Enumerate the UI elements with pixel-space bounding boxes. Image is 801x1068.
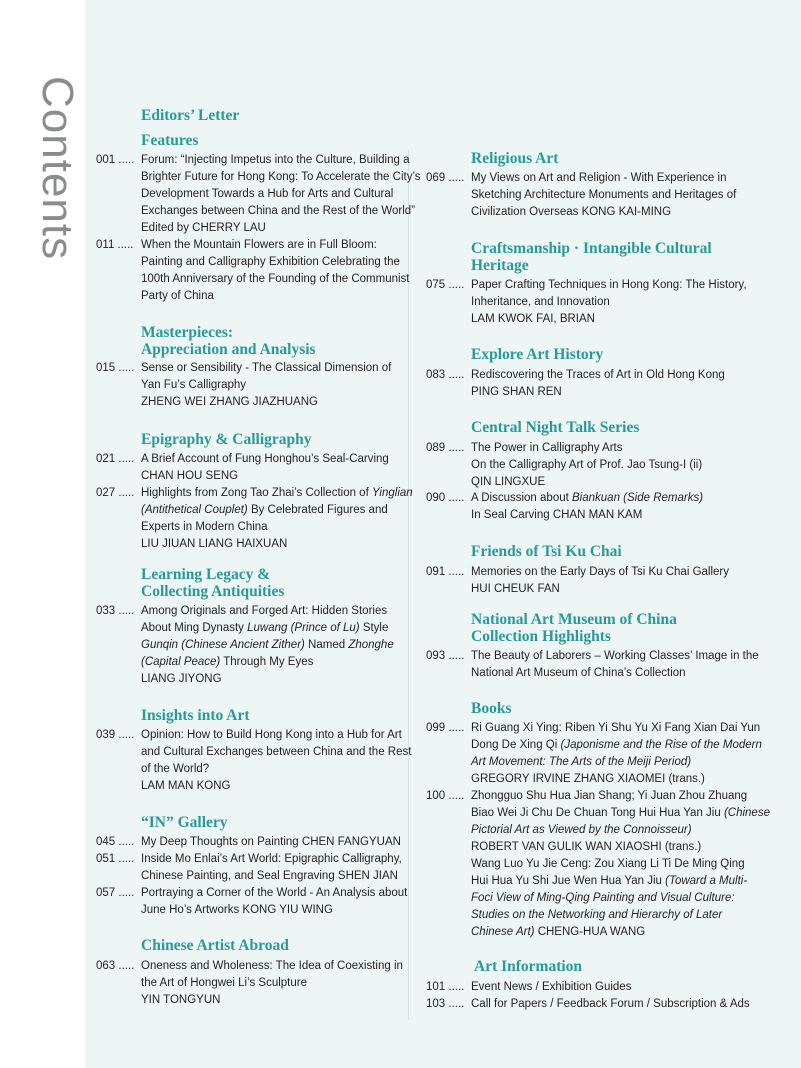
entry-author: ROBERT VAN GULIK WAN XIAOSHI (trans.) bbox=[471, 841, 702, 853]
entry-author: Edited by CHERRY LAU bbox=[141, 222, 266, 234]
entry-line bbox=[471, 754, 762, 771]
entry-line: When the Mountain Flowers are in Full Bloom: bbox=[141, 239, 377, 251]
entry-line: Among Originals and Forged Art: Hidden Stories bbox=[141, 605, 388, 617]
section-central-night-talk: Central Night Talk Series bbox=[471, 419, 640, 436]
page-number: 093 ..... bbox=[426, 650, 465, 662]
page-number: 069 ..... bbox=[426, 172, 465, 184]
entry-italic-text: (Toward a Multi- bbox=[665, 875, 748, 887]
entry-italic-text: Biankuan (Side Remarks) bbox=[572, 492, 704, 504]
page-number: 021 ..... bbox=[96, 453, 135, 465]
entry-text: Biao Wei Ji Chu De Chuan Tong Hui Hua Yan Jiu bbox=[471, 807, 724, 819]
entry-line: the Art of Hongwei Li’s Sculpture bbox=[141, 977, 307, 989]
entry-line: Inside Mo Enlai’s Art World: Epigraphic Calligraphy, bbox=[141, 853, 402, 865]
entry-text: Highlights from Zong Tao Zhai’s Collection of bbox=[141, 487, 372, 499]
entry-line: Memories on the Early Days of Tsi Ku Chai Gallery bbox=[471, 566, 729, 578]
section-heading-line: Masterpieces: bbox=[141, 324, 234, 341]
entry-line: Civilization Overseas KONG KAI-MING bbox=[471, 206, 672, 218]
entry-italic-text: (Antithetical Couplet) bbox=[141, 504, 248, 516]
entry-line: On the Calligraphy Art of Prof. Jao Tsung-I (ii) bbox=[471, 459, 703, 471]
page-number: 101 ..... bbox=[426, 981, 465, 993]
entry-line: The Power in Calligraphy Arts bbox=[471, 442, 623, 454]
entry-line: Rediscovering the Traces of Art in Old Hong Kong bbox=[471, 369, 725, 381]
section-heading-line: Heritage bbox=[471, 257, 529, 274]
page-number: 057 ..... bbox=[96, 887, 135, 899]
entry-line bbox=[141, 654, 394, 671]
entry-line: Call for Papers / Feedback Forum / Subscription & Ads bbox=[471, 998, 750, 1010]
section-heading-line: Craftsmanship · Intangible Cultural bbox=[471, 240, 712, 257]
entry-author: QIN LINGXUE bbox=[471, 476, 546, 488]
page-number: 033 ..... bbox=[96, 605, 135, 617]
entry-author: LIANG JIYONG bbox=[141, 673, 222, 685]
entry-line: and Cultural Exchanges between China and the Rest bbox=[141, 746, 412, 758]
entry-line bbox=[471, 737, 762, 754]
section-heading-line: Collection Highlights bbox=[471, 628, 611, 645]
entry-italic-text: Studies on the Networking and Hierarchy of Later bbox=[471, 909, 723, 921]
entry-line: June Ho’s Artworks KONG YIU WING bbox=[141, 904, 333, 916]
page-number: 011 ..... bbox=[96, 239, 134, 251]
entry-line bbox=[471, 890, 770, 907]
entry-author: GREGORY IRVINE ZHANG XIAOMEI (trans.) bbox=[471, 773, 705, 785]
page-number: 090 ..... bbox=[426, 492, 465, 504]
page-number: 100 ..... bbox=[426, 790, 465, 802]
entry-line: of the World? bbox=[141, 763, 210, 775]
section-books: Books bbox=[471, 700, 512, 717]
page-number: 051 ..... bbox=[96, 853, 135, 865]
entry-line bbox=[471, 805, 770, 822]
entry-line: Sketching Architecture Monuments and Heritages of bbox=[471, 189, 737, 201]
section-insights: Insights into Art bbox=[141, 707, 250, 724]
entry-text: Named bbox=[304, 639, 349, 651]
entry-author: LAM MAN KONG bbox=[141, 780, 231, 792]
entry-line: Event News / Exhibition Guides bbox=[471, 981, 632, 993]
entry-text: Hui Hua Yu Shi Jue Wen Hua Yan Jiu bbox=[471, 875, 666, 887]
section-masterpieces bbox=[141, 324, 316, 358]
entry-line: Party of China bbox=[141, 290, 214, 302]
entry-line: The Beauty of Laborers – Working Classes’ Image in the bbox=[471, 650, 759, 662]
section-heading-line: National Art Museum of China bbox=[471, 611, 677, 628]
contents-title: Contents bbox=[33, 76, 82, 261]
entry-italic-text: Art Movement: The Arts of the Meiji Period) bbox=[471, 756, 692, 768]
entry-text: By Celebrated Figures and bbox=[247, 504, 388, 516]
entry-italic-text: Gunqin (Chinese Ancient Zither) bbox=[141, 639, 305, 651]
section-chinese-artist-abroad: Chinese Artist Abroad bbox=[141, 937, 289, 954]
entry-line: Yan Fu’s Calligraphy bbox=[141, 379, 247, 391]
entry-line: A Brief Account of Fung Honghou’s Seal-Carving bbox=[141, 453, 389, 465]
entry-line: National Art Museum of China’s Collection bbox=[471, 667, 686, 679]
section-heading-line: Collecting Antiquities bbox=[141, 583, 285, 600]
entry-line: Exchanges between China and the Rest of the World” bbox=[141, 205, 416, 217]
page-number: 045 ..... bbox=[96, 836, 135, 848]
entry-italic-text: Luwang (Prince of Lu) bbox=[247, 622, 360, 634]
entry-italic-text: Foci View of Ming-Qing Painting and Visual Culture: bbox=[471, 892, 735, 904]
entry-line: Brighter Future for Hong Kong: To Accelerate the City’s bbox=[141, 171, 421, 183]
section-learning-legacy bbox=[141, 566, 284, 600]
entry-author: CHENG-HUA WANG bbox=[534, 926, 646, 938]
page-number: 099 ..... bbox=[426, 722, 465, 734]
entry-line: Oneness and Wholeness: The Idea of Coexisting in bbox=[141, 960, 403, 972]
section-heading-line: Learning Legacy & bbox=[141, 566, 271, 583]
section-features: Features bbox=[141, 132, 199, 149]
entry-line: Zhongguo Shu Hua Jian Shang; Yi Juan Zhou Zhuang bbox=[471, 790, 748, 802]
page-number: 083 ..... bbox=[426, 369, 465, 381]
entry-line bbox=[471, 924, 770, 941]
section-craftsmanship bbox=[471, 240, 712, 274]
entry-line: Paper Crafting Techniques in Hong Kong: The History, bbox=[471, 279, 747, 291]
entry-italic-text: Pictorial Art as Viewed by the Connoisseur) bbox=[471, 824, 692, 836]
entry-line bbox=[471, 822, 770, 839]
entry-italic-text: Yinglian bbox=[371, 487, 413, 499]
page-number: 015 ..... bbox=[96, 362, 135, 374]
entry-author: LIU JIUAN LIANG HAIXUAN bbox=[141, 538, 288, 550]
entry-italic-text: Zhonghe bbox=[348, 639, 394, 651]
entry-line: Sense or Sensibility - The Classical Dimension of bbox=[141, 362, 392, 374]
entry-line: 100th Anniversary of the Founding of the Communist bbox=[141, 273, 410, 285]
entry-author: LAM KWOK FAI, BRIAN bbox=[471, 313, 595, 325]
entry-line: In Seal Carving CHAN MAN KAM bbox=[471, 509, 643, 521]
entry-line: Opinion: How to Build Hong Kong into a Hub for Art bbox=[141, 729, 402, 741]
page-number: 001 ..... bbox=[96, 154, 135, 166]
section-friends-tsi-ku-chai: Friends of Tsi Ku Chai bbox=[471, 543, 622, 560]
entry-italic-text: (Capital Peace) bbox=[141, 656, 221, 668]
page-number: 089 ..... bbox=[426, 442, 465, 454]
entry-line bbox=[471, 873, 770, 890]
page-number: 091 ..... bbox=[426, 566, 465, 578]
entry-italic-text: (Japonisme and the Rise of the Modern bbox=[560, 739, 762, 751]
page-number: 063 ..... bbox=[96, 960, 135, 972]
section-religious-art: Religious Art bbox=[471, 150, 559, 167]
page-number: 039 ..... bbox=[96, 729, 135, 741]
entry-line: Chinese Painting, and Seal Engraving SHEN JIAN bbox=[141, 870, 398, 882]
entry-author: CHAN HOU SENG bbox=[141, 470, 239, 482]
page-number: 027 ..... bbox=[96, 487, 135, 499]
entry-line bbox=[141, 637, 394, 654]
entry-line: Development Towards a Hub for Arts and Cultural bbox=[141, 188, 394, 200]
entry-line bbox=[141, 485, 413, 502]
entry-text: About Ming Dynasty bbox=[141, 622, 248, 634]
entry-line: My Deep Thoughts on Painting CHEN FANGYUAN bbox=[141, 836, 401, 848]
section-explore-art-history: Explore Art History bbox=[471, 346, 604, 363]
entry-text: Dong De Xing Qi bbox=[471, 739, 561, 751]
entry-line: Portraying a Corner of the World - An Analysis about bbox=[141, 887, 408, 899]
entry-line: Wang Luo Yu Jie Ceng: Zou Xiang Li Ti De Ming Qing bbox=[471, 858, 745, 870]
entry-author: HUI CHEUK FAN bbox=[471, 583, 560, 595]
entry-line: Ri Guang Xi Ying: Riben Yi Shu Yu Xi Fang Xian Dai Yun bbox=[471, 722, 761, 734]
entry-author: YIN TONGYUN bbox=[141, 994, 221, 1006]
entry-author: PING SHAN REN bbox=[471, 386, 562, 398]
entry-line: Experts in Modern China bbox=[141, 521, 268, 533]
page-number: 103 ..... bbox=[426, 998, 465, 1010]
entry-text: Through My Eyes bbox=[220, 656, 314, 668]
page-number: 075 ..... bbox=[426, 279, 465, 291]
entry-author: ZHENG WEI ZHANG JIAZHUANG bbox=[141, 396, 318, 408]
entry-line bbox=[471, 907, 770, 924]
section-epigraphy: Epigraphy & Calligraphy bbox=[141, 431, 312, 448]
entry-line: My Views on Art and Religion - With Experience in bbox=[471, 172, 727, 184]
section-editors-letter[interactable]: Editors’ Letter bbox=[141, 107, 240, 124]
section-national-art-museum bbox=[471, 611, 677, 645]
entry-italic-text: (Chinese bbox=[723, 807, 770, 819]
entry-line: Painting and Calligraphy Exhibition Celebrating the bbox=[141, 256, 400, 268]
entry-line: Inheritance, and Innovation bbox=[471, 296, 610, 308]
entry-line bbox=[141, 502, 413, 519]
entry-line bbox=[141, 620, 394, 637]
entry-line bbox=[471, 490, 703, 507]
entry-line: Forum: “Injecting Impetus into the Culture, Building a bbox=[141, 154, 410, 166]
entry-text: A Discussion about bbox=[471, 492, 573, 504]
entry-text: Style bbox=[359, 622, 389, 634]
section-in-gallery: “IN” Gallery bbox=[141, 814, 228, 831]
entry-italic-text: Chinese Art) bbox=[471, 926, 535, 938]
section-heading-line: Appreciation and Analysis bbox=[141, 341, 316, 358]
section-art-information: Art Information bbox=[474, 958, 583, 975]
